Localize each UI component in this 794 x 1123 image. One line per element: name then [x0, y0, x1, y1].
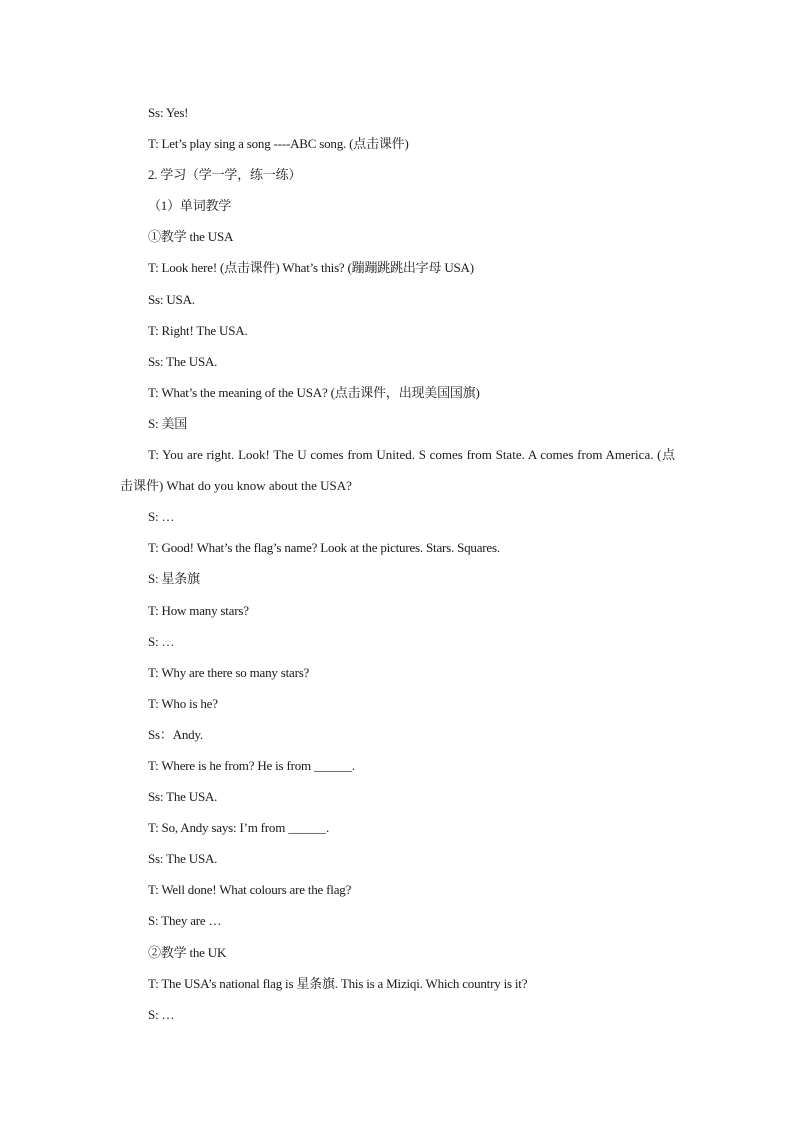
transcript-line: S: 美国	[148, 415, 188, 431]
transcript-line: T: So, Andy says: I’m from ______.	[148, 820, 330, 836]
transcript-line: S: …	[148, 1006, 175, 1022]
topic-heading-uk: ②教学 the UK	[148, 944, 227, 960]
transcript-line: T: Well done! What colours are the flag?	[148, 882, 352, 898]
transcript-line: T: How many stars?	[148, 602, 249, 618]
transcript-line: S: …	[148, 633, 175, 649]
transcript-line: T: Good! What’s the flag’s name? Look at the pictures. Stars. Squares.	[148, 540, 500, 556]
transcript-paragraph: T: You are right. Look! The U comes from United. S comes from State. A comes from America. (点击课件) What do you know about the USA?	[120, 447, 675, 494]
transcript-line: Ss: Yes!	[148, 105, 189, 120]
transcript-line: Ss：Andy.	[148, 726, 203, 742]
transcript-line: T: Who is he?	[148, 695, 218, 711]
transcript-line: T: Look here! (点击课件) What’s this? (蹦蹦跳跳出字母 USA)	[148, 260, 474, 276]
transcript-line: Ss: USA.	[148, 291, 195, 307]
transcript-line: T: Let’s play sing a song ----ABC song. (点击课件)	[148, 136, 409, 152]
transcript-line: S: 星条旗	[148, 571, 200, 587]
transcript-line: T: The USA’s national flag is 星条旗. This is a Miziqi. Which country is it?	[148, 975, 528, 991]
lesson-transcript	[120, 97, 675, 1030]
topic-heading-usa: ①教学 the USA	[148, 229, 234, 245]
transcript-line: Ss: The USA.	[148, 789, 218, 805]
transcript-line: Ss: The USA.	[148, 851, 218, 867]
transcript-line: S: They are …	[148, 913, 222, 929]
transcript-line: T: What’s the meaning of the USA? (点击课件，出现美国国旗)	[148, 384, 480, 400]
transcript-line: T: Right! The USA.	[148, 322, 248, 338]
subsection-heading: （1）单词教学	[148, 198, 232, 214]
transcript-line: Ss: The USA.	[148, 353, 218, 369]
section-heading: 2. 学习（学一学，练一练）	[148, 167, 302, 183]
transcript-line: S: …	[148, 509, 175, 525]
transcript-line: T: Why are there so many stars?	[148, 664, 310, 680]
transcript-line: T: Where is he from? He is from ______.	[148, 757, 355, 773]
